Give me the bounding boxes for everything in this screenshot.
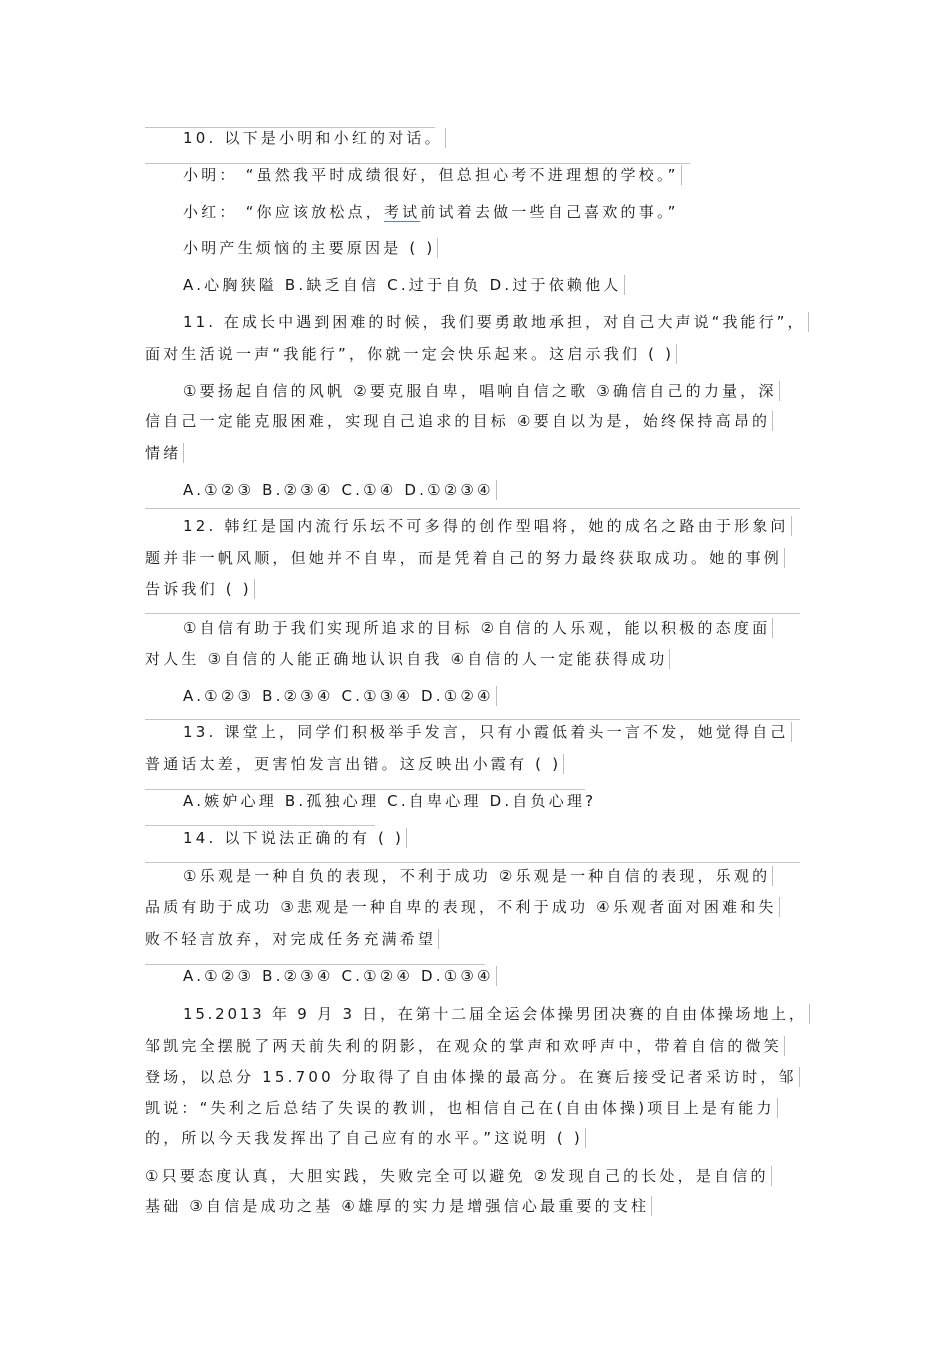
q15-choice-line2: 基础 ③自信是成功之基 ④雄厚的实力是增强信心最重要的支柱 — [145, 1196, 652, 1216]
q12-stem-line1: 12. 韩红是国内流行乐坛不可多得的创作型唱将，她的成名之路由于形象问 — [183, 516, 792, 536]
q10-hong-label: 小红： — [183, 203, 238, 221]
q11-choice-line2: 信自己一定能克服困难，实现自己追求的目标 ④要自以为是，始终保持高昂的 — [145, 411, 773, 431]
q11-choice-line1: ①要扬起自信的风帆 ②要克服自卑，唱响自信之歌 ③确信自己的力量，深 — [183, 381, 780, 401]
q15-stem-line4: 凯说：“失利之后总结了失误的教训，也相信自己在(自由体操)项目上是有能力 — [145, 1098, 778, 1118]
q15-stem-line5: 的，所以今天我发挥出了自己应有的水平。”这说明 ( ) — [145, 1128, 586, 1148]
q10-question: 小明产生烦恼的主要原因是 ( ) — [183, 238, 438, 258]
q10-ming-label: 小明： — [183, 166, 238, 184]
row-divider — [145, 789, 585, 790]
row-divider — [145, 613, 800, 614]
row-divider — [145, 964, 485, 965]
q12-choice-line2: 对人生 ③自信的人能正确地认识自我 ④自信的人一定能获得成功 — [145, 649, 670, 669]
row-divider — [145, 862, 800, 863]
q15-stem-line3: 登场，以总分 15.700 分取得了自由体操的最高分。在赛后接受记者采访时，邹 — [145, 1067, 800, 1087]
q10-dialogue-hong — [183, 202, 681, 222]
q10-hong-text-a: “你应该放松点， — [245, 203, 384, 221]
q13-options: A.嫉妒心理 B.孤独心理 C.自卑心理 D.自负心理? — [183, 792, 597, 810]
q10-hong-text-c: 前试着去做一些自己喜欢的事。” — [420, 203, 679, 221]
q12-stem-line2: 题并非一帆风顺，但她并不自卑，而是凭着自己的努力最终获取成功。她的事例 — [145, 548, 785, 568]
q12-options: A.①②③ B.②③④ C.①③④ D.①②④ — [183, 686, 497, 706]
q15-stem-line2: 邹凯完全摆脱了两天前失利的阴影，在观众的掌声和欢呼声中，带着自信的微笑 — [145, 1036, 785, 1056]
q15-stem-line1: 15.2013 年 9 月 3 日，在第十二届全运会体操男团决赛的自由体操场地上， — [183, 1004, 810, 1024]
q10-hong-text-underlined: 考试 — [383, 203, 421, 221]
q10-options: A.心胸狭隘 B.缺乏自信 C.过于自负 D.过于依赖他人 — [183, 275, 625, 295]
row-divider — [145, 719, 800, 720]
q10-ming-text: “虽然我平时成绩很好，但总担心考不进理想的学校。” — [245, 166, 679, 184]
row-divider — [145, 825, 375, 826]
q14-choice-line3: 败不轻言放弃，对完成任务充满希望 — [145, 929, 439, 949]
q12-choice-line1: ①自信有助于我们实现所追求的目标 ②自信的人乐观，能以积极的态度面 — [183, 618, 773, 638]
q13-stem-line2: 普通话太差，更害怕发言出错。这反映出小霞有 ( ) — [145, 754, 564, 774]
q12-stem-line3: 告诉我们 ( ) — [145, 579, 255, 599]
q14-choice-line2: 品质有助于成功 ③悲观是一种自卑的表现，不利于成功 ④乐观者面对困难和失 — [145, 897, 780, 917]
q13-stem-line1: 13. 课堂上，同学们积极举手发言，只有小霞低着头一言不发，她觉得自己 — [183, 722, 792, 742]
q10-stem: 10. 以下是小明和小红的对话。 — [183, 128, 446, 148]
q14-stem: 14. 以下说法正确的有 ( ) — [183, 828, 407, 848]
q11-stem-line2: 面对生活说一声“我能行”，你就一定会快乐起来。这启示我们 ( ) — [145, 344, 677, 364]
q11-options: A.①②③ B.②③④ C.①④ D.①②③④ — [183, 480, 497, 500]
q14-choice-line1: ①乐观是一种自负的表现，不利于成功 ②乐观是一种自信的表现，乐观的 — [183, 866, 773, 886]
q11-choice-line3: 情绪 — [145, 443, 184, 463]
q10-dialogue-ming — [183, 165, 682, 185]
row-divider — [145, 508, 800, 509]
q14-options: A.①②③ B.②③④ C.①②④ D.①③④ — [183, 966, 497, 986]
q15-choice-line1: ①只要态度认真，大胆实践，失败完全可以避免 ②发现自己的长处，是自信的 — [145, 1166, 772, 1186]
q11-stem-line1: 11. 在成长中遇到困难的时候，我们要勇敢地承担，对自己大声说“我能行”， — [183, 312, 809, 332]
row-divider — [145, 163, 690, 164]
